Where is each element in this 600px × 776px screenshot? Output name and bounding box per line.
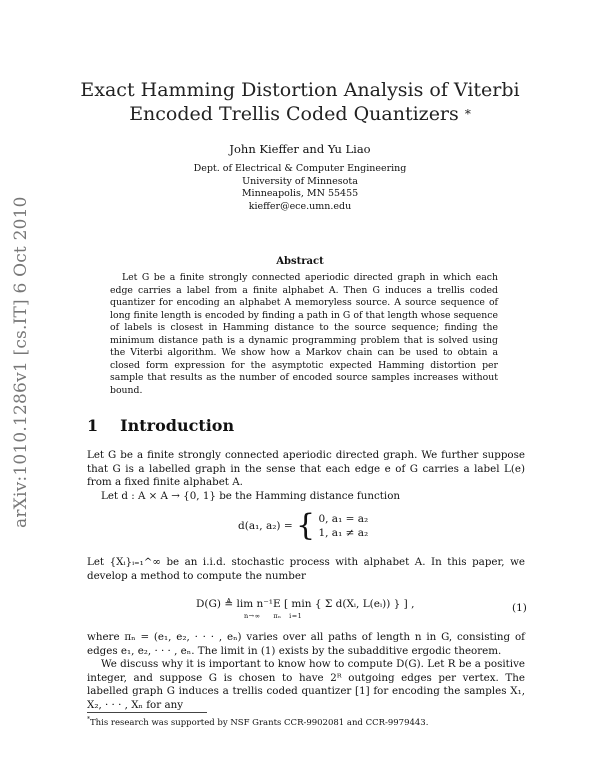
hamming-eq-brace: {: [296, 508, 316, 543]
section-title: Introduction: [120, 416, 235, 435]
intro-paragraph-4: where πₙ = (e₁, e₂, · · · , eₙ) varies over all paths of length n in G, consisting of edges e₁, e₂, · · · , eₙ. The limit in (1) exists by the subadditive ergodic theorem.: [87, 631, 525, 657]
footnote-text: This research was supported by NSF Grants CCR-9902081 and CCR-9979443.: [90, 717, 429, 728]
intro-paragraph-5: We discuss why it is important to know how to compute D(G). Let R be a positive integer, and suppose G is chosen to have 2ᴿ outgoing edges per vertex. The labelled graph G induces a trellis coded quantizer [1] for encoding the samples X₁, X₂, · · · , Xₙ for any: [87, 658, 525, 711]
affiliation: [0, 163, 600, 213]
footnote: [87, 716, 428, 728]
abstract-text: Let G be a finite strongly connected aperiodic directed graph in which each edge carries a label from a finite alphabet A. Then G induces a trellis coded quantizer for encoding an alphabet A memoryless source. A source sequence of long finite length is encoded by finding a path in G of that length whose sequence of labels is closest in Hamming distance to the source sequence; finding the minimum distance path is a dynamic programming problem that is solved using the Viterbi algorithm. We show how a Markov chain can be used to obtain a closed form expression for the asymptotic expected Hamming distortion per sample that results as the number of encoded source samples increases without bound.: [110, 272, 498, 396]
affiliation-university: University of Minnesota: [242, 175, 358, 187]
main-eq-body: D(G) ≜ lim n⁻¹E [ min { Σ d(Xᵢ, L(eᵢ)) } ] ,: [196, 598, 415, 610]
hamming-equation: [238, 508, 369, 543]
hamming-eq-lhs: d(a₁, a₂) =: [238, 520, 293, 532]
footnote-mark: *: [87, 716, 90, 723]
hamming-eq-case-1: 0, a₁ = a₂: [318, 513, 369, 525]
hamming-eq-cases: [318, 512, 368, 540]
hamming-eq-case-2: 1, a₁ ≠ a₂: [318, 527, 369, 539]
abstract-body: [110, 272, 498, 397]
paper-title: [0, 78, 600, 126]
main-equation-subscripts: n→∞ πₙ i=1: [244, 612, 303, 620]
intro-block-1: [87, 449, 525, 503]
main-equation: [196, 598, 414, 610]
affiliation-dept: Dept. of Electrical & Computer Engineering: [193, 163, 407, 174]
affiliation-city: Minneapolis, MN 55455: [241, 188, 359, 199]
equation-number: (1): [512, 602, 527, 614]
authors: John Kieffer and Yu Liao: [229, 142, 371, 156]
title-line-1: Exact Hamming Distortion Analysis of Viterbi: [80, 79, 520, 101]
intro-paragraph-2: Let d : A × A → {0, 1} be the Hamming distance function: [101, 489, 401, 502]
abstract-heading: Abstract: [276, 256, 324, 267]
section-heading: [87, 416, 234, 435]
arxiv-identifier: arXiv:1010.1286v1 [cs.IT] 6 Oct 2010: [11, 196, 31, 528]
intro-paragraph-3: Let {Xᵢ}ᵢ₌₁^∞ be an i.i.d. stochastic process with alphabet A. In this paper, we develop a method to compute the number: [87, 556, 525, 582]
section-number: 1: [87, 416, 99, 435]
intro-block-3: [87, 631, 525, 712]
title-line-2: [0, 102, 600, 126]
intro-paragraph-1: Let G be a finite strongly connected aperiodic directed graph. We further suppose that G is a labelled graph in the sense that each edge e of G carries a label L(e) from a fixed finite alphabet A.: [87, 449, 525, 488]
intro-block-2: [87, 556, 525, 583]
affiliation-email: kieffer@ece.umn.edu: [248, 200, 352, 212]
title-line-2-text: Encoded Trellis Coded Quantizers: [129, 103, 459, 125]
title-footnote-mark: *: [464, 107, 471, 121]
footnote-rule: [87, 712, 207, 713]
